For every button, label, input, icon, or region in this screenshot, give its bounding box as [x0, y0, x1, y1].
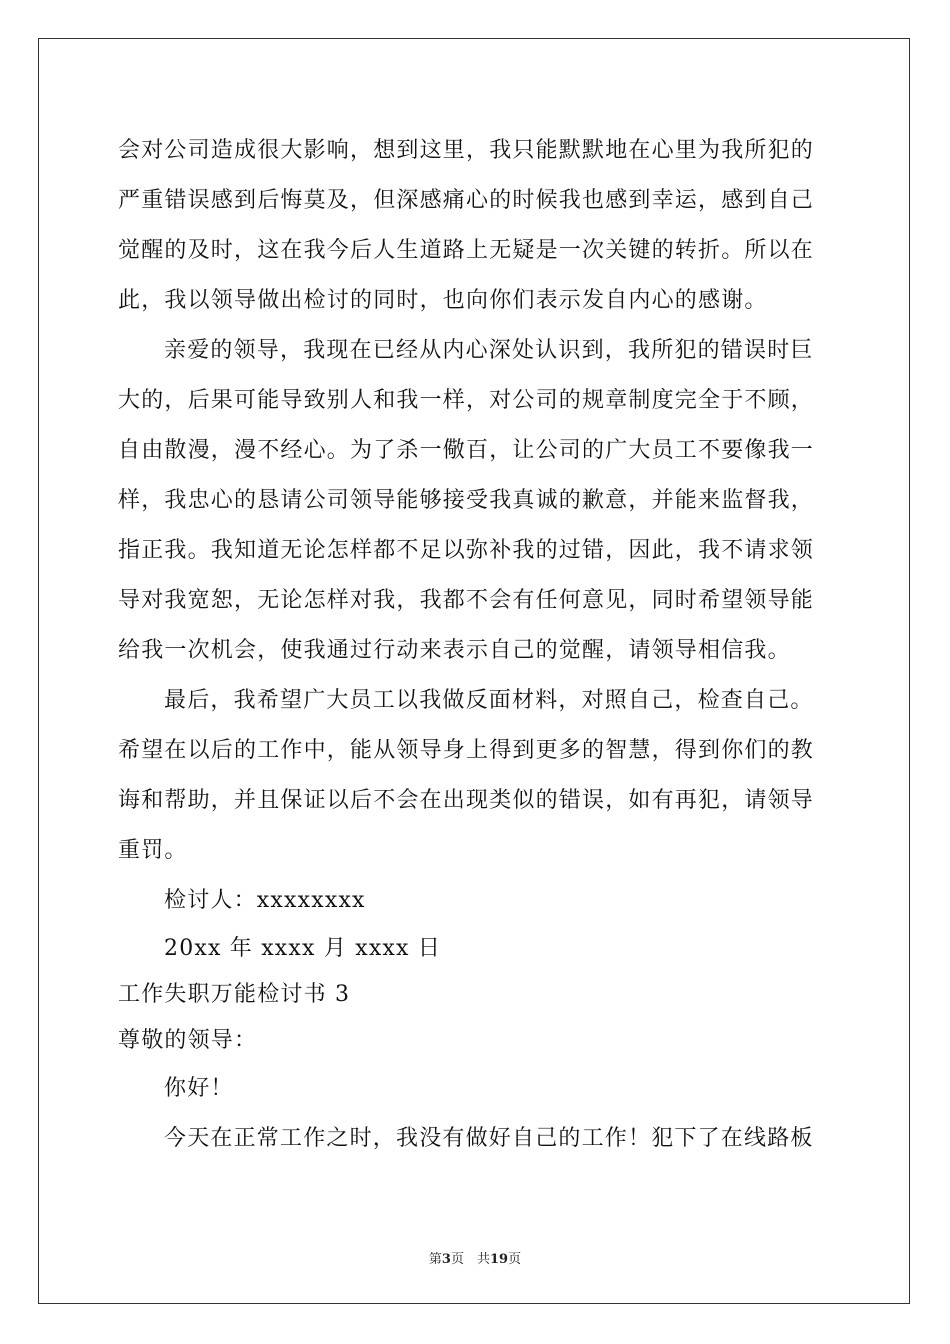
- body-line: 给我一次机会，使我通过行动来表示自己的觉醒，请领导相信我。: [118, 638, 791, 663]
- document-body: [118, 126, 834, 1164]
- section-title: 工作失职万能检讨书 3: [118, 982, 351, 1007]
- date-line: 20xx 年 xxxx 月 xxxx 日: [164, 936, 442, 961]
- footer-suffix: 页: [508, 1252, 522, 1267]
- footer-mid: 页 共: [450, 1252, 490, 1267]
- page-number: 3: [441, 1252, 451, 1267]
- body-line: 自由散漫，漫不经心。为了杀一儆百，让公司的广大员工不要像我一: [118, 438, 815, 463]
- body-line: 希望在以后的工作中，能从领导身上得到更多的智慧，得到你们的教: [118, 738, 815, 763]
- page-footer: [0, 1248, 950, 1267]
- body-line: 大的，后果可能导致别人和我一样，对公司的规章制度完全于不顾，: [118, 388, 815, 413]
- body-line: 诲和帮助，并且保证以后不会在出现类似的错误，如有再犯，请领导: [118, 788, 815, 813]
- salutation: 尊敬的领导：: [118, 1028, 258, 1053]
- body-line: 样，我忠心的恳请公司领导能够接受我真诚的歉意，并能来监督我，: [118, 488, 815, 513]
- body-line: 亲爱的领导，我现在已经从内心深处认识到，我所犯的错误时巨: [164, 338, 814, 363]
- footer-prefix: 第: [428, 1252, 442, 1267]
- body-line: 重罚。: [118, 838, 188, 863]
- body-line: 此，我以领导做出检讨的同时，也向你们表示发自内心的感谢。: [118, 288, 768, 313]
- body-line: 今天在正常工作之时，我没有做好自己的工作！犯下了在线路板: [164, 1126, 814, 1151]
- body-line: 最后，我希望广大员工以我做反面材料，对照自己，检查自己。: [164, 688, 814, 713]
- body-line: 指正我。我知道无论怎样都不足以弥补我的过错，因此，我不请求领: [118, 538, 815, 563]
- body-line: 导对我宽恕，无论怎样对我，我都不会有任何意见，同时希望领导能: [118, 588, 815, 613]
- body-line: 觉醒的及时，这在我今后人生道路上无疑是一次关键的转折。所以在: [118, 238, 815, 263]
- greeting: 你好！: [164, 1076, 234, 1101]
- signer-line: 检讨人：xxxxxxxx: [164, 888, 366, 913]
- page-total: 19: [489, 1252, 509, 1267]
- body-line: 严重错误感到后悔莫及，但深感痛心的时候我也感到幸运，感到自己: [118, 188, 815, 213]
- body-line: 会对公司造成很大影响，想到这里，我只能默默地在心里为我所犯的: [118, 138, 815, 163]
